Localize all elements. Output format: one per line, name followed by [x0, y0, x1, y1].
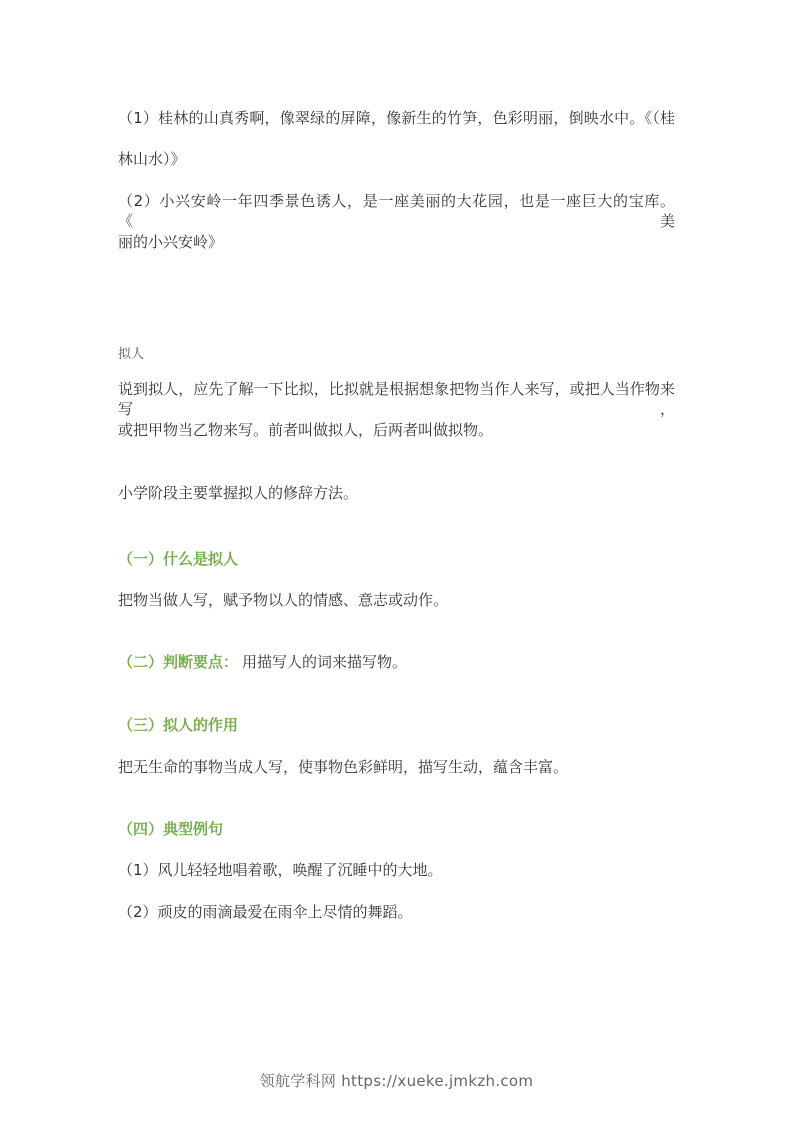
- typical-example-1: （1）风儿轻轻地唱着歌，唤醒了沉睡中的大地。: [118, 861, 443, 879]
- heading-judgment-points: （二）判断要点：: [118, 653, 239, 671]
- intro-line1: 说到拟人，应先了解一下比拟，比拟就是根据想象把物当作人来写，或把人当作物来写，: [118, 380, 675, 418]
- judgment-row: [118, 652, 675, 672]
- judgment-text: 用描写人的词来描写物。: [242, 653, 408, 671]
- heading-typical-examples: （四）典型例句: [118, 820, 224, 838]
- scope-note: 小学阶段主要掌握拟人的修辞方法。: [118, 484, 359, 502]
- example-guilin-line2: 林山水）》: [118, 150, 186, 168]
- heading-function: （三）拟人的作用: [118, 716, 239, 734]
- intro-line2: 或把甲物当乙物来写。前者叫做拟人，后两者叫做拟物。: [118, 421, 494, 439]
- example-xinganling-line1: （2）小兴安岭一年四季景色诱人，是一座美丽的大花园，也是一座巨大的宝库。《美: [118, 192, 675, 230]
- heading-what-is-personification: （一）什么是拟人: [118, 550, 239, 568]
- function-text: 把无生命的事物当成人写，使事物色彩鲜明，描写生动，蕴含丰富。: [118, 758, 569, 776]
- section-label: 拟人: [118, 347, 145, 362]
- definition-text: 把物当做人写，赋予物以人的情感、意志或动作。: [118, 591, 449, 609]
- typical-example-2: （2）顽皮的雨滴最爱在雨伞上尽情的舞蹈。: [118, 903, 413, 921]
- example-xinganling-line2: 丽的小兴安岭》: [118, 233, 224, 251]
- footer-watermark: 领航学科网 https://xueke.jmkzh.com: [259, 1072, 534, 1090]
- example-guilin-line1: （1）桂林的山真秀啊，像翠绿的屏障，像新生的竹笋，色彩明丽，倒映水中。《（桂: [118, 109, 675, 127]
